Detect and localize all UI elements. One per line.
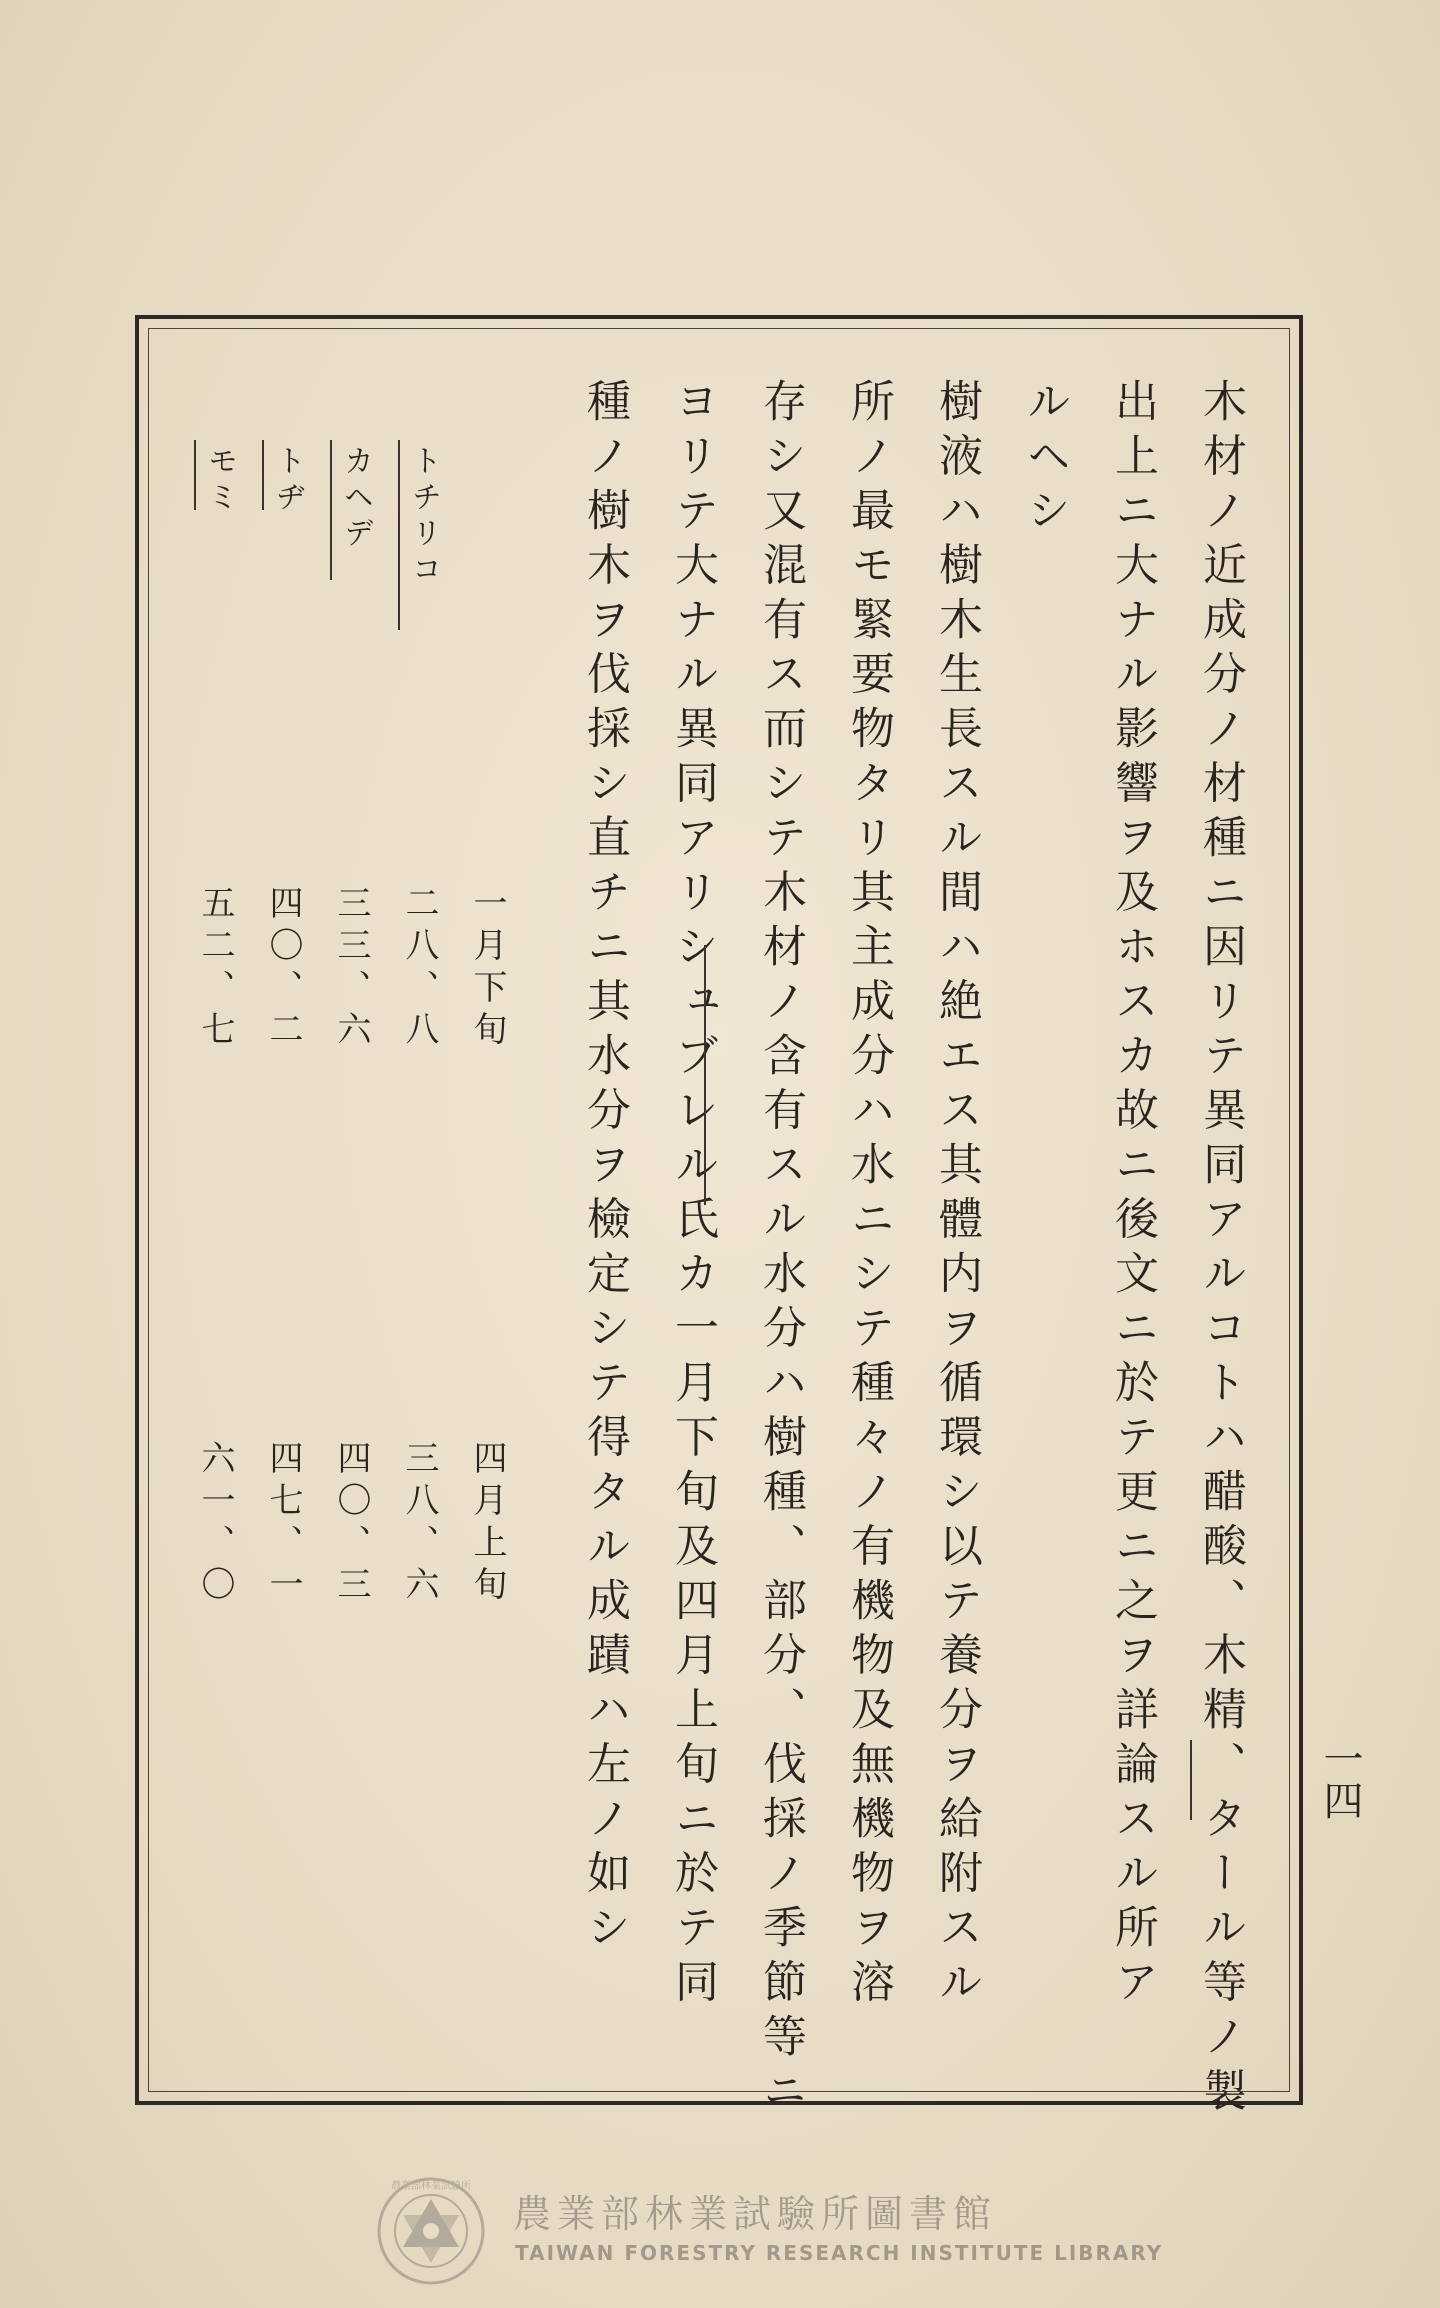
table-species-label: カヘデ	[338, 445, 373, 553]
body-column-4: 樹液ハ樹木生長スル間ハ絶エス其體内ヲ循環シ以テ養分ヲ給附スル	[931, 378, 982, 2013]
library-watermark	[375, 2175, 1164, 2285]
table-species-label: モミ	[202, 445, 237, 517]
table-cell-apr: 四〇、三	[331, 1440, 371, 1608]
table-cell-apr: 四七、一	[263, 1440, 303, 1608]
page-number: 一四	[1317, 1738, 1363, 1822]
table-cell-jan: 五二、七	[195, 885, 235, 1053]
body-column-5: 所ノ最モ緊要物タリ其主成分ハ水ニシテ種々ノ有機物及無機物ヲ溶	[843, 378, 894, 2013]
table-cell-jan: 三三、六	[331, 885, 371, 1053]
table-cell-jan: 四〇、二	[263, 885, 303, 1053]
table-header-apr: 四月上旬	[467, 1440, 507, 1608]
body-column-8: 種ノ樹木ヲ伐採シ直チニ其水分ヲ檢定シテ得タル成蹟ハ左ノ如シ	[579, 378, 630, 1959]
label-marker-line	[330, 440, 332, 580]
label-marker-line	[262, 440, 264, 510]
table-header-jan: 一月下旬	[467, 885, 507, 1053]
body-column-6: 存シ又混有ス而シテ木材ノ含有スル水分ハ樹種、部分、伐採ノ季節等ニ	[755, 378, 806, 2122]
seal-text: 農業部林業試驗所	[391, 2181, 471, 2192]
watermark-subtitle: TAIWAN FORESTRY RESEARCH INSTITUTE LIBRARY	[515, 2241, 1164, 2265]
body-column-7: ヨリテ大ナル異同アリシュブレル氏カ一月下旬及四月上旬ニ於テ同	[667, 378, 718, 2013]
watermark-title: 農業部林業試驗所圖書館	[513, 2192, 998, 2236]
label-marker-line	[398, 440, 400, 630]
library-seal-icon	[375, 2175, 487, 2287]
table-species-label: トヂ	[270, 445, 305, 517]
body-column-3: ルヘシ	[1019, 378, 1070, 542]
table-species-label: トチリコ	[406, 445, 441, 589]
table-cell-jan: 二八、八	[399, 885, 439, 1053]
table-cell-apr: 三八、六	[399, 1440, 439, 1608]
table-cell-apr: 六一、〇	[195, 1440, 235, 1608]
name-marker-line	[1190, 1740, 1192, 1820]
name-marker-line	[704, 945, 706, 1205]
body-column-2: 出上ニ大ナル影響ヲ及ホスカ故ニ後文ニ於テ更ニ之ヲ詳論スル所ア	[1107, 378, 1158, 2013]
label-marker-line	[194, 440, 196, 510]
body-column-1: 木材ノ近成分ノ材種ニ因リテ異同アルコトハ醋酸、木精、タール等ノ製	[1195, 378, 1246, 2122]
